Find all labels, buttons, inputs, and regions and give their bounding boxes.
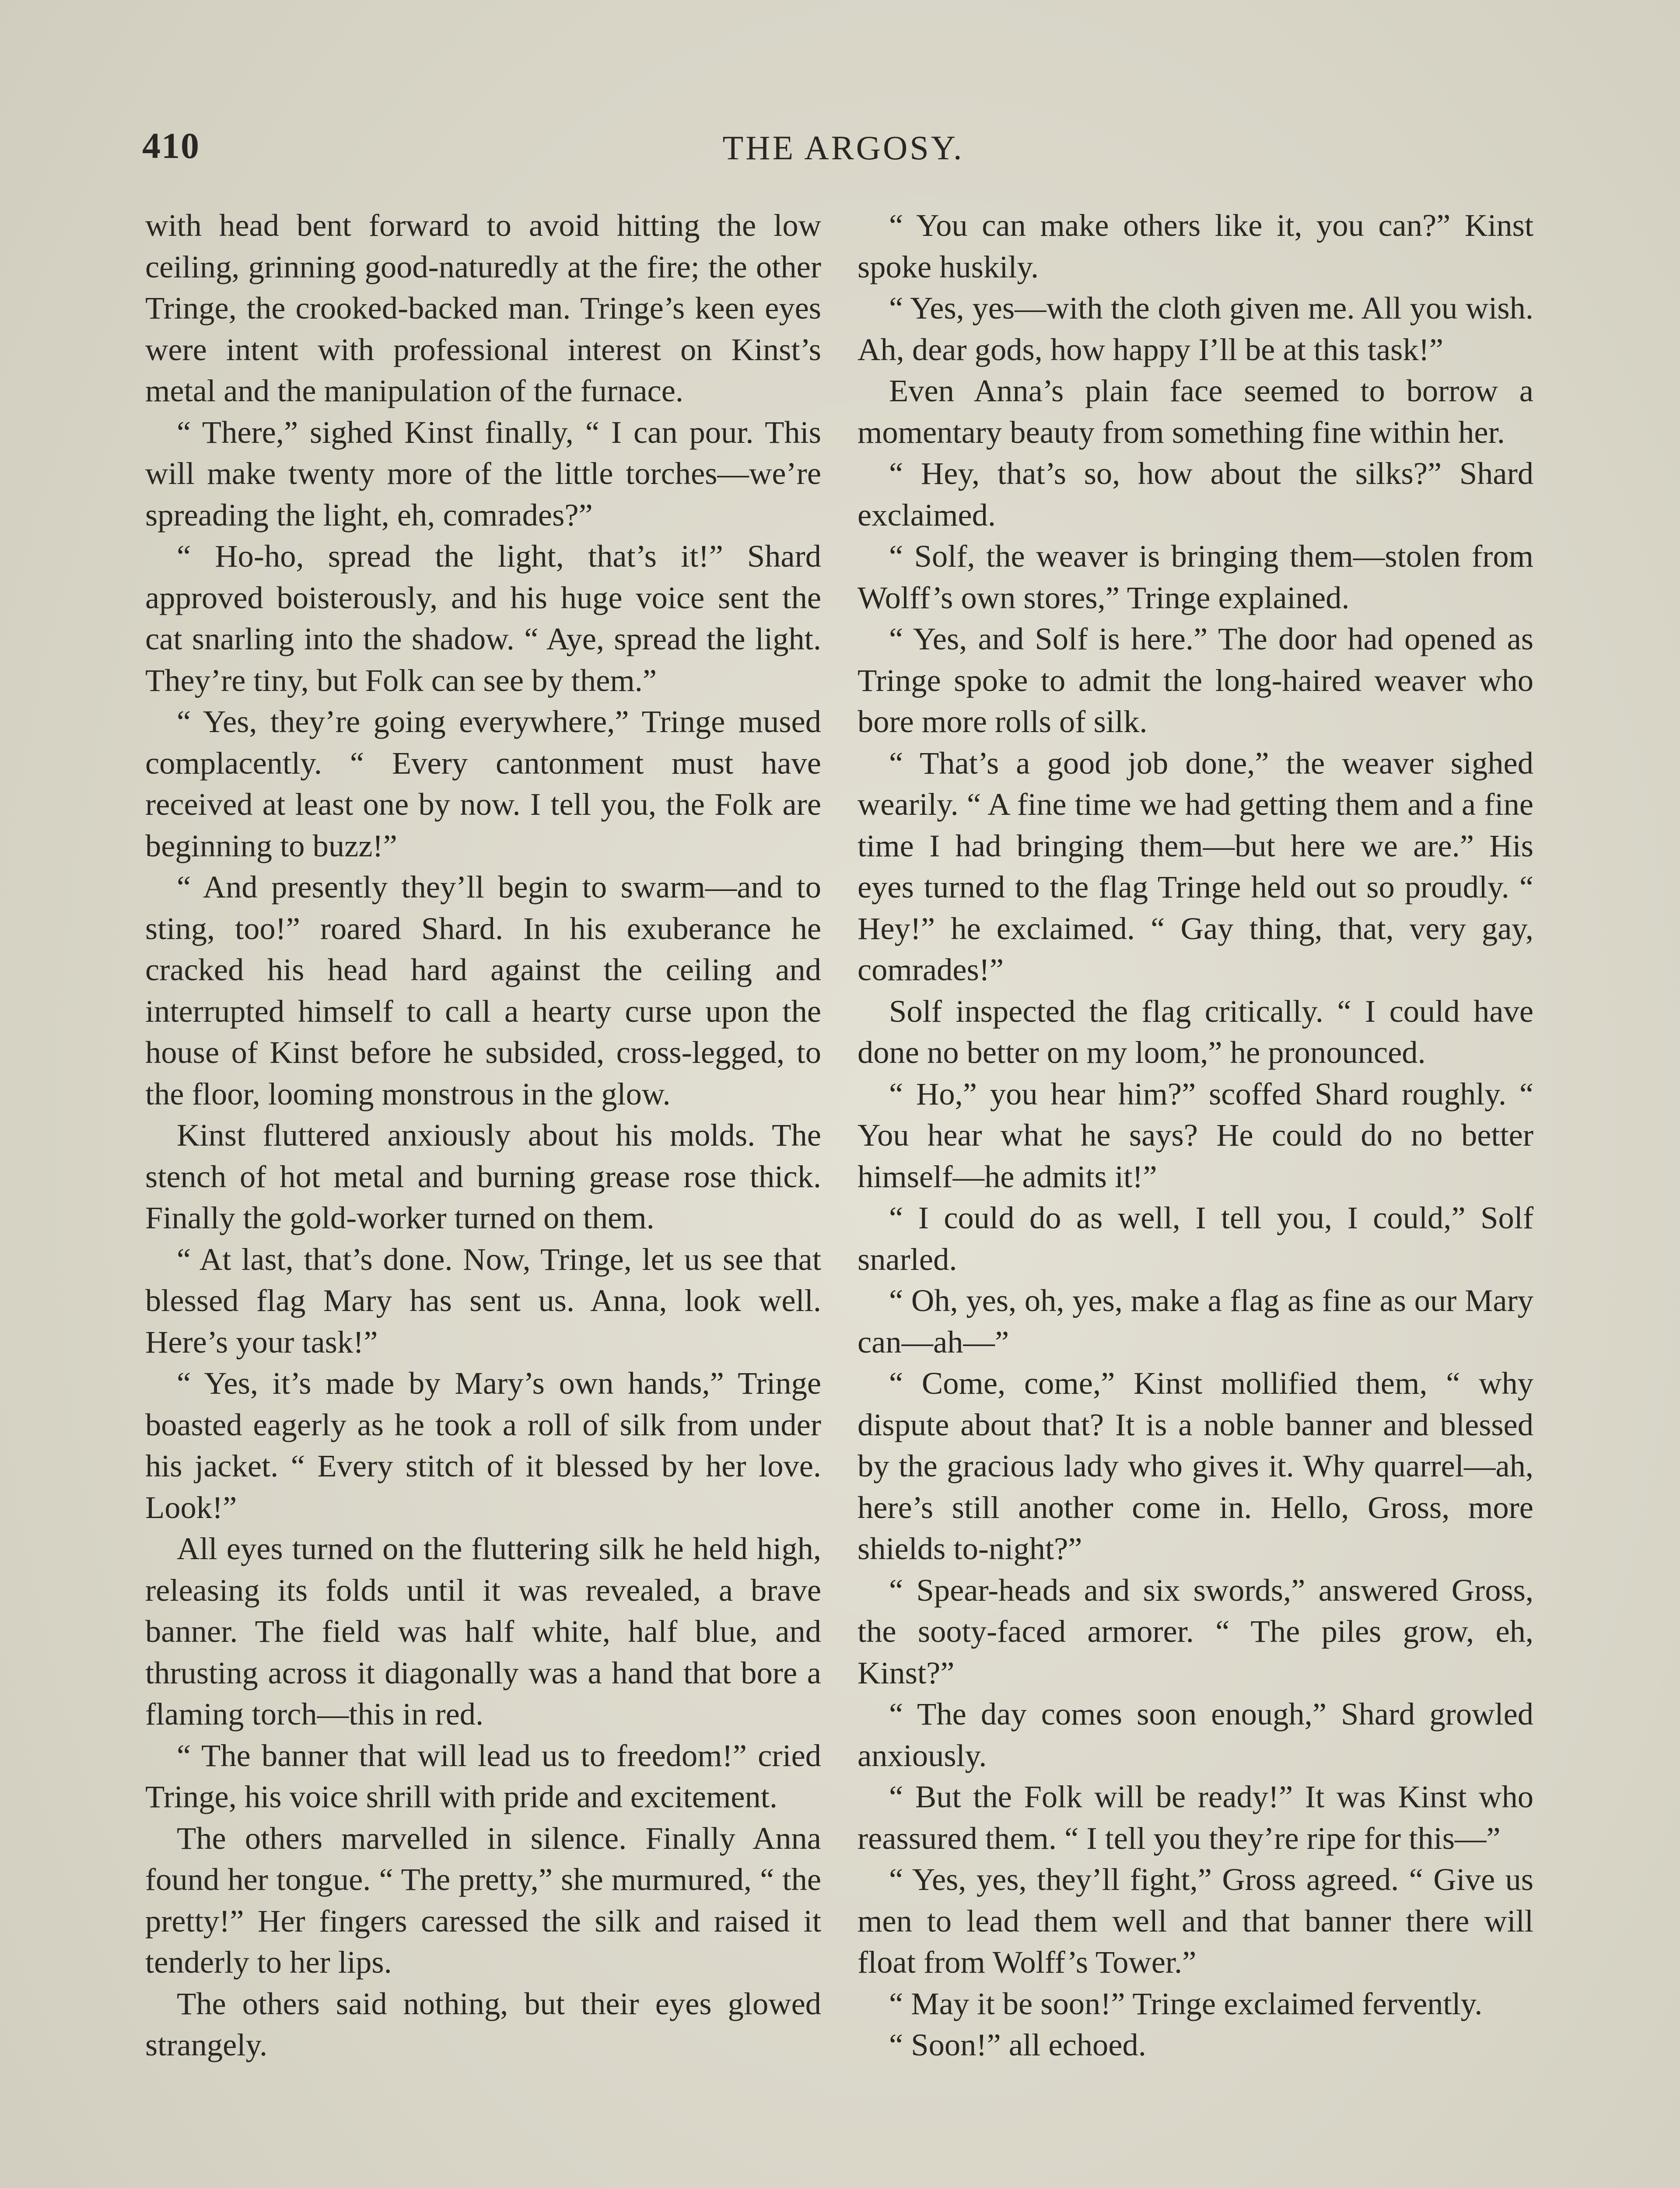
- paragraph: “ There,” sighed Kinst finally, “ I can pour. This will make twenty more of the little torches—we’re spreading the light, eh, comrades?”: [145, 414, 821, 533]
- paragraph: “ Ho,” you hear him?” scoffed Shard roughly. “ You hear what he says? He could do no better himself—he admits it!”: [858, 1076, 1533, 1194]
- paragraph: Solf inspected the flag critically. “ I could have done no better on my loom,” he pronounced.: [858, 993, 1533, 1070]
- paragraph: “ Yes, and Solf is here.” The door had opened as Tringe spoke to admit the long-haired weaver who bore more rolls of silk.: [858, 621, 1533, 739]
- paragraph: All eyes turned on the fluttering silk he held high, releasing its folds until it was revealed, a brave banner. The field was half white, half blue, and thrusting across it diagonally was a hand that bore a flaming torch—this in red.: [145, 1531, 821, 1732]
- paragraph: “ You can make others like it, you can?” Kinst spoke huskily.: [858, 207, 1533, 284]
- paragraph: “ Spear-heads and six swords,” answered Gross, the sooty-faced armorer. “ The piles grow, eh, Kinst?”: [858, 1572, 1533, 1690]
- paragraph: “ Yes, yes, they’ll fight,” Gross agreed. “ Give us men to lead them well and that banner there will float from Wolff’s Tower.”: [858, 1862, 1533, 1980]
- page-number: 410: [142, 126, 200, 166]
- paragraph: with head bent forward to avoid hitting the low ceiling, grinning good-naturedly at the fire; the other Tringe, the crooked-backed man. Tringe’s keen eyes were intent with professional interest on Kinst’s metal and the manipulation of the furnace.: [145, 207, 821, 408]
- paragraph: “ At last, that’s done. Now, Tringe, let us see that blessed flag Mary has sent us. Anna, look well. Here’s your task!”: [145, 1241, 821, 1360]
- paragraph: “ And presently they’ll begin to swarm—and to sting, too!” roared Shard. In his exuberance he cracked his head hard against the ceiling and interrupted himself to call a hearty curse upon the house of Kinst before he subsided, cross-legged, to the floor, looming monstrous in the glow.: [145, 869, 821, 1112]
- paragraph: The others said nothing, but their eyes glowed strangely.: [145, 1985, 821, 2062]
- left-column: [145, 205, 821, 2066]
- paragraph: “ Solf, the weaver is bringing them—stolen from Wolff’s own stores,” Tringe explained.: [858, 538, 1533, 615]
- paragraph: “ The banner that will lead us to freedom!” cried Tringe, his voice shrill with pride and excitement.: [145, 1737, 821, 1814]
- paragraph: “ Yes, they’re going everywhere,” Tringe mused complacently. “ Every cantonment must have received at least one by now. I tell you, the Folk are beginning to buzz!”: [145, 704, 821, 863]
- paragraph: Even Anna’s plain face seemed to borrow a momentary beauty from something fine within her.: [858, 373, 1533, 450]
- paragraph: “ The day comes soon enough,” Shard growled anxiously.: [858, 1696, 1533, 1773]
- paragraph: “ Come, come,” Kinst mollified them, “ why dispute about that? It is a noble banner and blessed by the gracious lady who gives it. Why quarrel—ah, here’s still another come in. Hello, Gross, more shields to-night?”: [858, 1365, 1533, 1566]
- right-column: [858, 205, 1533, 2066]
- running-head: THE ARGOSY.: [722, 129, 964, 167]
- paragraph: “ Soon!” all echoed.: [889, 2027, 1146, 2062]
- paragraph: “ Yes, yes—with the cloth given me. All you wish. Ah, dear gods, how happy I’ll be at this task!”: [858, 290, 1533, 367]
- paragraph: “ May it be soon!” Tringe exclaimed fervently.: [889, 1985, 1483, 2021]
- paragraph: “ That’s a good job done,” the weaver sighed wearily. “ A fine time we had getting them and a fine time I had bringing them—but here we are.” His eyes turned to the flag Tringe held out so proudly. “ Hey!” he exclaimed. “ Gay thing, that, very gay, comrades!”: [858, 745, 1533, 987]
- paragraph: “ Hey, that’s so, how about the silks?” Shard exclaimed.: [858, 456, 1533, 533]
- paragraph: “ Ho-ho, spread the light, that’s it!” Shard approved boisterously, and his huge voice sent the cat snarling into the shadow. “ Aye, spread the light. They’re tiny, but Folk can see by them.”: [145, 538, 821, 698]
- paragraph: “ Yes, it’s made by Mary’s own hands,” Tringe boasted eagerly as he took a roll of silk from under his jacket. “ Every stitch of it blessed by her love. Look!”: [145, 1365, 821, 1525]
- paragraph: “ Oh, yes, oh, yes, make a flag as fine as our Mary can—ah—”: [858, 1283, 1533, 1360]
- paragraph: “ But the Folk will be ready!” It was Kinst who reassured them. “ I tell you they’re ripe for this—”: [858, 1779, 1533, 1856]
- page-header: [142, 125, 1544, 182]
- paragraph: Kinst fluttered anxiously about his molds. The stench of hot metal and burning grease rose thick. Finally the gold-worker turned on them.: [145, 1117, 821, 1235]
- paragraph: The others marvelled in silence. Finally Anna found her tongue. “ The pretty,” she murmured, “ the pretty!” Her fingers caressed the silk and raised it tenderly to her lips.: [145, 1820, 821, 1980]
- paragraph: “ I could do as well, I tell you, I could,” Solf snarled.: [858, 1200, 1533, 1277]
